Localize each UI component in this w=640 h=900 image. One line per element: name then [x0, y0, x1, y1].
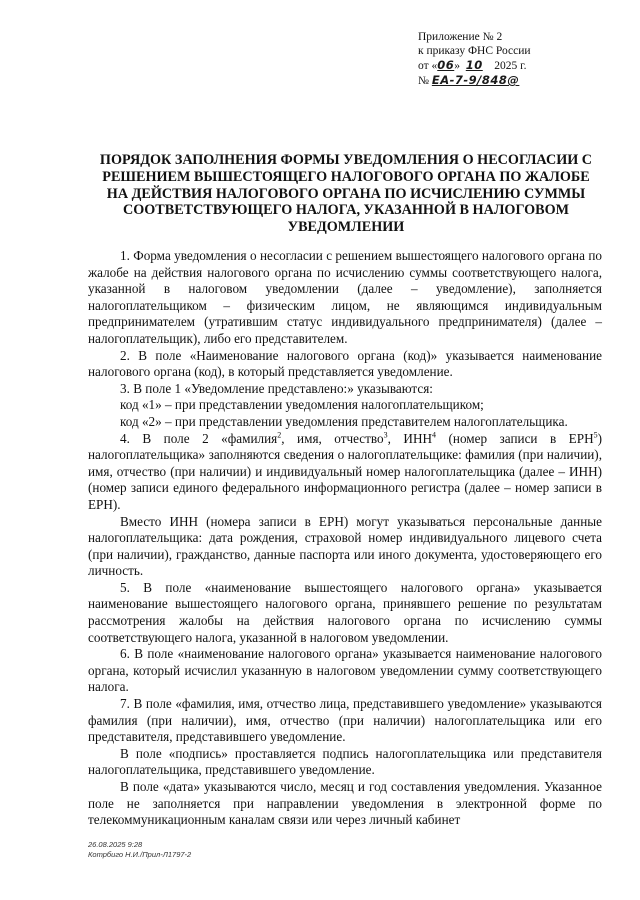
footnote-5: 5 — [593, 430, 598, 440]
document-title: ПОРЯДОК ЗАПОЛНЕНИЯ ФОРМЫ УВЕДОМЛЕНИЯ О НЕСОГЛАСИИ С РЕШЕНИЕМ ВЫШЕСТОЯЩЕГО НАЛОГОВОГО ОРГАНА ПО ЖАЛОБЕ НА ДЕЙСТВИЯ НАЛОГОВОГО ОРГАНА ПО ИСЧИСЛЕНИЮ СУММЫ СООТВЕТСТВУЮЩЕГО НАЛОГА, УКАЗАННОЙ В НАЛОГОВОМ УВЕДОМЛЕНИИ — [99, 152, 593, 236]
code-2-line: код «2» – при представлении уведомления представителем налогоплательщика. — [120, 413, 568, 429]
handwritten-month: 10 — [465, 58, 483, 72]
footnote-2: 2 — [277, 430, 282, 440]
paragraph-3: 3. В поле 1 «Уведомление представлено:» указываются: — [120, 380, 433, 396]
order-number: № ЕА-7-9/848@ — [418, 73, 520, 87]
paragraph-5: 5. В поле «наименование вышестоящего налогового органа» указывается наименование вышестоящего налогового органа, принявшего решение по результатам рассмотрения жалобы на действия налогового органа по исчислению суммы соответствующего налога, указанной в налоговом уведомлении. — [88, 579, 602, 645]
paragraph-6: 6. В поле «наименование налогового органа» указывается наименование налогового органа, который исчислил указанную в налоговом уведомлении сумму соответствующего налога. — [88, 646, 602, 695]
paragraph-4-extra: Вместо ИНН (номера записи в ЕРН) могут указываться персональные данные налогоплательщика: дата рождения, страховой номер индивидуального лицевого счета (при наличии), гражданство, данные паспорта или иного документа, удостоверяющего его личность. — [88, 513, 602, 579]
print-footer — [88, 840, 288, 860]
document-body — [88, 248, 602, 829]
appendix-number: Приложение № 2 — [418, 31, 503, 43]
approval-stamp — [418, 30, 618, 88]
order-year: 2025 г. — [494, 60, 527, 72]
handwritten-day: 06 — [437, 58, 455, 72]
paragraph-7: 7. В поле «фамилия, имя, отчество лица, представившего уведомление» указываются фамилия (при наличии), имя, отчество (при наличии) налогоплательщика или его представителя, представившего уведомление. — [88, 696, 602, 745]
handwritten-number: ЕА-7-9/848@ — [431, 73, 520, 87]
paragraph-7-signature: В поле «подпись» проставляется подпись налогоплательщика или представителя налогоплательщика, представившего уведомление. — [88, 745, 602, 778]
print-timestamp: 26.08.2025 9:28 — [88, 840, 143, 849]
paragraph-2: 2. В поле «Наименование налогового органа (код)» указывается наименование налогового органа (код), в который представляется уведомление. — [88, 347, 602, 380]
print-author: Котрбиго Н.И./Прил-Л1797-2 — [88, 850, 192, 859]
footnote-4: 4 — [432, 430, 436, 440]
paragraph-7-date: В поле «дата» указываются число, месяц и год составления уведомления. Указанное поле не заполняется при направлении уведомления в электронной форме по телекоммуникационным каналам связи или через личный кабинет — [88, 779, 602, 828]
code-1-line: код «1» – при представлении уведомления налогоплательщиком; — [120, 397, 484, 413]
order-date: от «06» 10 2025 г. — [418, 58, 527, 72]
paragraph-1: 1. Форма уведомления о несогласии с решением вышестоящего налогового органа по жалобе на действия налогового органа по исчислению суммы соответствующего налога, указанной в налоговом уведомлении (далее – уведомление), заполняется налогоплательщиком – физическим лицом, не являющимся индивидуальным предпринимателем (утратившим статус индивидуального предпринимателя) (далее – налогоплательщик), либо его представителем. — [88, 248, 602, 346]
order-reference: к приказу ФНС России — [418, 45, 531, 57]
paragraph-4: 4. В поле 2 «фамилия$^2$, имя, отчество$^3$, ИНН$^4$ (номер записи в ЕРН$^5$) налогоплательщика» заполняются сведения о налогоплательщике: фамилия (при наличии), имя, отчество (при наличии) и индивидуальный номер налогоплательщика (далее – ИНН) (номер записи единого федерального информационного регистра (далее – номер записи в ЕРН). — [88, 430, 602, 512]
footnote-3: 3 — [383, 430, 388, 440]
